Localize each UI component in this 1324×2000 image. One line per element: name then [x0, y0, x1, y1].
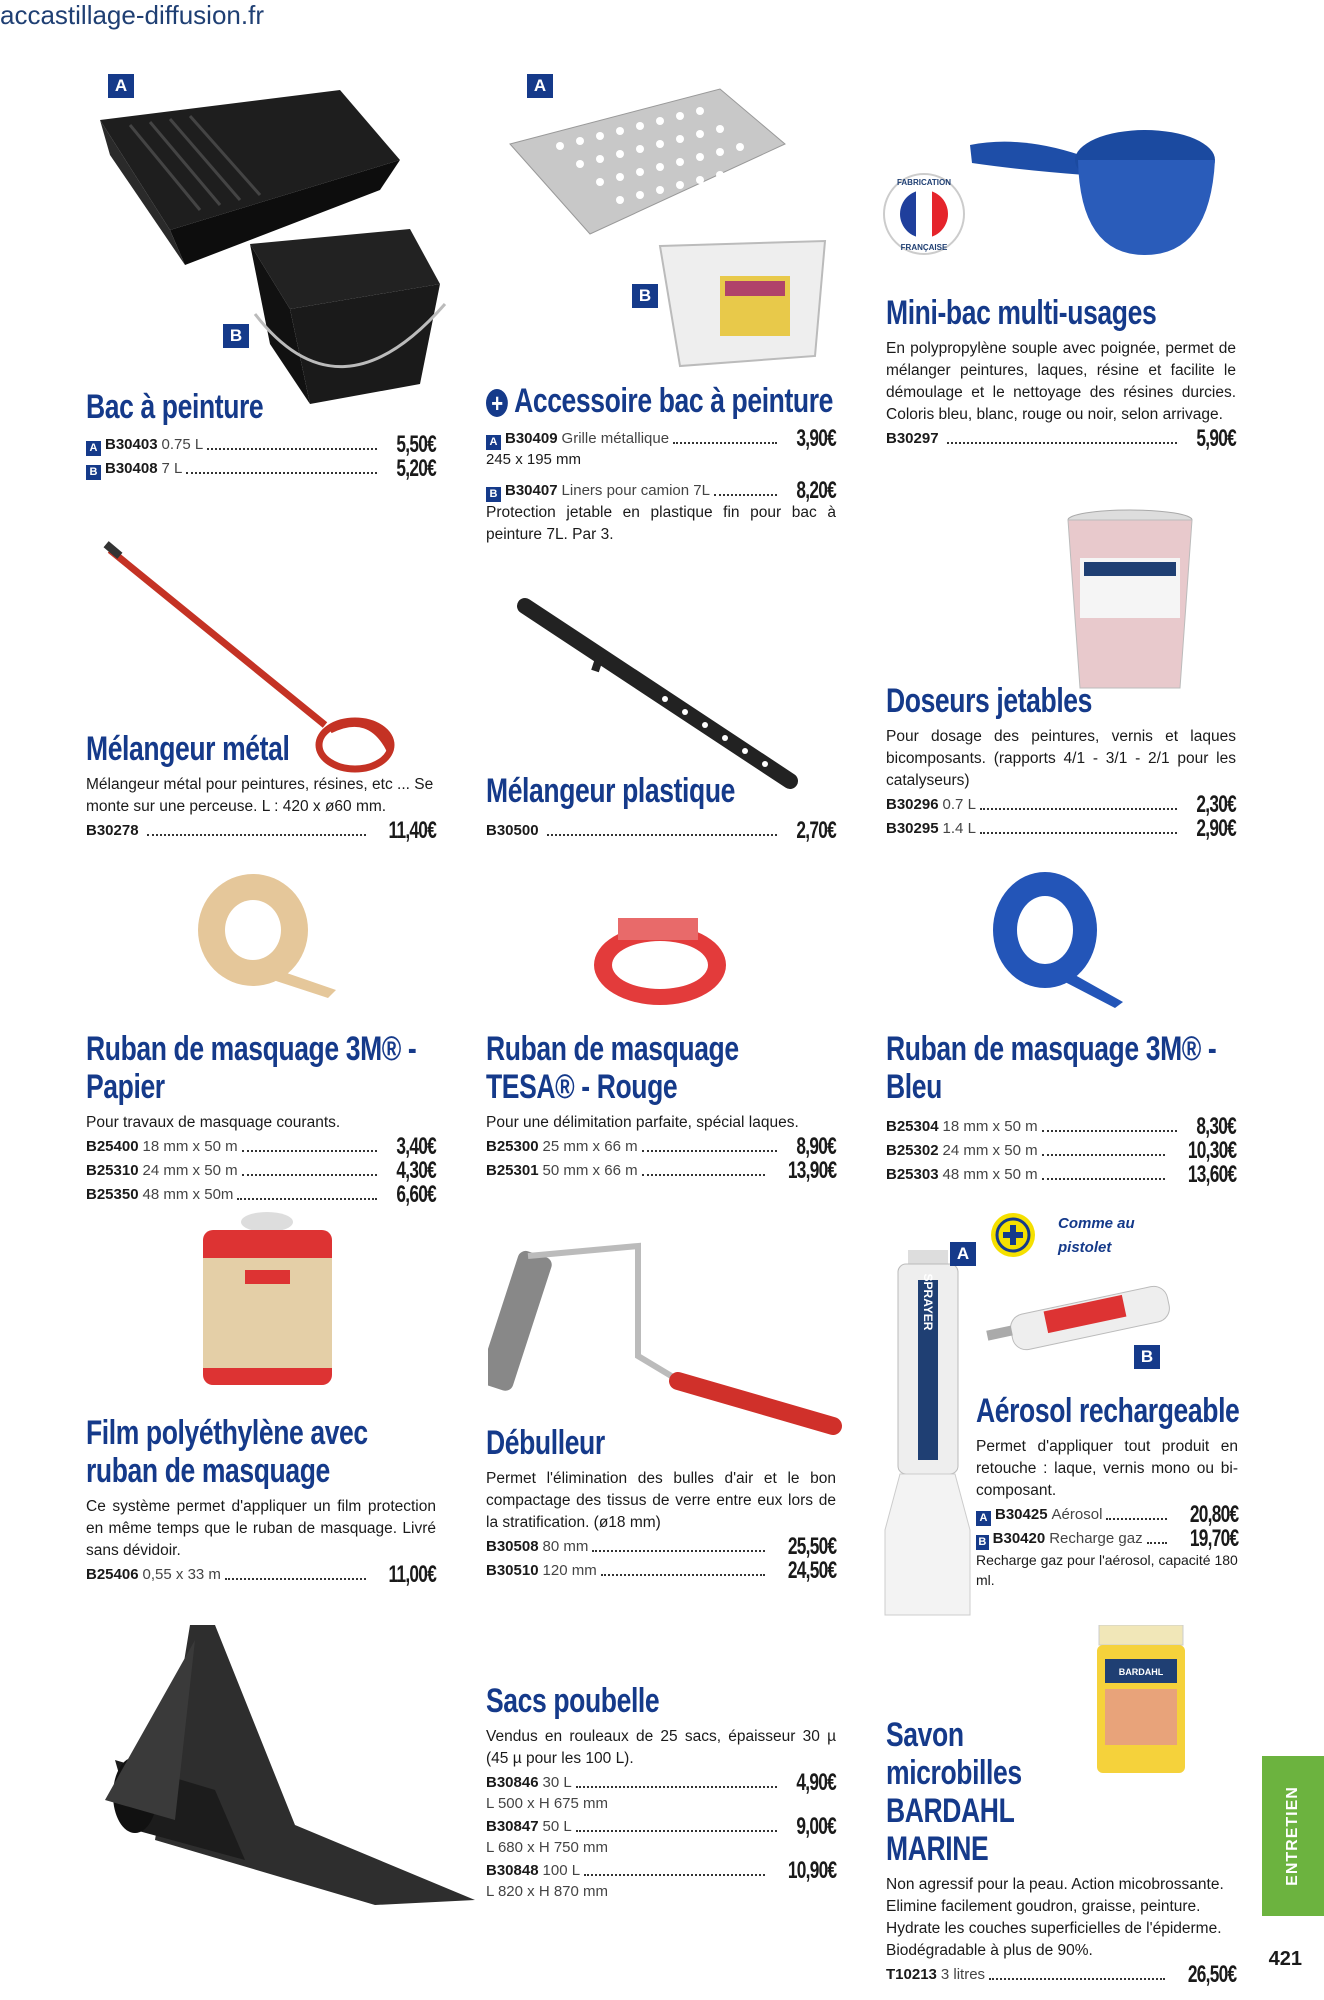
- product-note: L 820 x H 870 mm: [486, 1883, 608, 1900]
- product-ref: B30425: [995, 1506, 1048, 1523]
- product-row[interactable]: [886, 1161, 1236, 1188]
- product-row[interactable]: [86, 1181, 436, 1208]
- product-ref: B25302: [886, 1142, 939, 1159]
- savon-description: Non agressif pour la peau. Action micobrossante. Elimine facilement goudron, graisse, peinture. Hydrate les couches superficielles de l'épiderme. Biodégradable à plus de 90%.: [886, 1876, 1224, 1959]
- accessoire-section: [486, 382, 836, 546]
- label-a-aerosol: A: [950, 1242, 976, 1266]
- product-price: 10,90€: [787, 1857, 836, 1884]
- product-variant: 100 L: [542, 1862, 581, 1879]
- product-variant: 25 mm x 66 m: [542, 1138, 638, 1155]
- product-price: 8,20€: [796, 477, 836, 504]
- product-price: 3,40€: [396, 1133, 436, 1160]
- label-b-bucket: B: [223, 324, 249, 348]
- product-row[interactable]: [86, 431, 436, 458]
- product-price: 2,90€: [1196, 815, 1236, 842]
- product-price: 19,70€: [1189, 1525, 1238, 1552]
- product-price: 4,30€: [396, 1157, 436, 1184]
- ruban-papier-title: Ruban de masquage 3M® - Papier: [86, 1030, 417, 1106]
- debulleur-title: Débulleur: [486, 1424, 605, 1462]
- ruban-tesa-description: Pour une délimitation parfaite, spécial laques.: [486, 1114, 799, 1131]
- product-variant: 0.75 L: [161, 436, 204, 453]
- product-note: Recharge gaz pour l'aérosol, capacité 180 ml.: [976, 1552, 1238, 1588]
- product-variant: 80 mm: [542, 1538, 589, 1555]
- product-price: 10,30€: [1187, 1137, 1236, 1164]
- product-ref: B30508: [486, 1538, 539, 1555]
- product-price: 2,70€: [796, 817, 836, 844]
- product-ref: B25301: [486, 1162, 539, 1179]
- product-price: 26,50€: [1187, 1961, 1236, 1988]
- bac-section: [86, 388, 436, 480]
- product-price: 11,00€: [388, 1561, 436, 1588]
- product-price: 13,60€: [1187, 1161, 1236, 1188]
- metal-grid-image: [500, 84, 790, 244]
- product-price: 4,90€: [796, 1769, 836, 1796]
- product-variant: 3 litres: [940, 1966, 986, 1983]
- paint-bucket-image: [240, 224, 450, 414]
- badge-bottom-text: FRANÇAISE: [900, 243, 948, 252]
- product-variant: 48 mm x 50m: [142, 1186, 234, 1203]
- variant-b-badge: B: [976, 1535, 989, 1550]
- film-section: [86, 1414, 436, 1586]
- product-ref: B30409: [505, 430, 558, 447]
- product-price: 6,60€: [396, 1181, 436, 1208]
- debulleur-description: Permet l'élimination des bulles d'air et le bon compactage des tissus de verre entre eux lors de la stratification. (ø18 mm): [486, 1470, 836, 1531]
- label-b-liner: B: [632, 284, 658, 308]
- savon-title: Savon microbilles BARDAHL MARINE: [886, 1716, 1022, 1868]
- product-row[interactable]: [86, 817, 436, 844]
- product-variant: Aérosol: [1051, 1506, 1103, 1523]
- can-label-text: SPRAYER: [921, 1273, 935, 1331]
- mini-bac-image: [960, 115, 1220, 265]
- product-row[interactable]: [486, 477, 836, 504]
- product-price: 5,90€: [1196, 425, 1236, 452]
- product-note: 245 x 195 mm: [486, 451, 582, 468]
- variant-a-badge: A: [486, 435, 501, 450]
- product-price: 5,20€: [396, 455, 436, 482]
- product-row[interactable]: [486, 425, 836, 452]
- product-ref: B30848: [486, 1862, 539, 1879]
- product-row[interactable]: [486, 1533, 836, 1560]
- ruban-papier-description: Pour travaux de masquage courants.: [86, 1114, 341, 1131]
- minibac-section: [886, 294, 1236, 450]
- product-ref: B25400: [86, 1138, 139, 1155]
- bin-bags-image: [95, 1620, 495, 1910]
- product-row[interactable]: [486, 1133, 836, 1160]
- paper-tape-image: [188, 870, 338, 1000]
- product-ref: B25310: [86, 1162, 139, 1179]
- product-variant: Recharge gaz: [1049, 1530, 1143, 1547]
- variant-b-badge: B: [486, 487, 501, 502]
- debulleur-section: [486, 1424, 836, 1582]
- product-price: 25,50€: [787, 1533, 836, 1560]
- product-row[interactable]: [886, 791, 1236, 818]
- product-row[interactable]: [486, 1157, 836, 1184]
- product-ref: B30278: [86, 822, 139, 839]
- melangeur-plastique-title: Mélangeur plastique: [486, 772, 736, 810]
- sacs-description: Vendus en rouleaux de 25 sacs, épaisseur 30 µ (45 µ pour les 100 L).: [486, 1728, 836, 1767]
- callout-text: Comme au pistolet: [1058, 1215, 1135, 1256]
- roller-image: [488, 1236, 843, 1436]
- film-dispenser-image: [200, 1210, 335, 1395]
- site-url[interactable]: accastillage-diffusion.fr: [0, 0, 264, 30]
- label-b-gas: B: [1134, 1345, 1160, 1369]
- product-ref: B30297: [886, 430, 939, 447]
- french-manufacturing-badge: [882, 172, 966, 256]
- product-row[interactable]: [486, 1857, 836, 1884]
- product-price: 13,90€: [787, 1157, 836, 1184]
- product-ref: B30846: [486, 1774, 539, 1791]
- film-description: Ce système permet d'appliquer un film protection en même temps que le ruban de masquage. Livré sans dévidoir.: [86, 1498, 436, 1559]
- melangeur-metal-section: [86, 730, 436, 842]
- product-price: 8,90€: [796, 1133, 836, 1160]
- product-row[interactable]: [86, 1133, 436, 1160]
- product-variant: 120 mm: [542, 1562, 597, 1579]
- sacs-section: [486, 1682, 836, 1902]
- product-variant: Liners pour camion 7L: [561, 482, 710, 499]
- ruban-papier-section: [86, 1030, 436, 1206]
- product-row[interactable]: [886, 1961, 1236, 1988]
- product-ref: B30296: [886, 796, 939, 813]
- sacs-title: Sacs poubelle: [486, 1682, 660, 1720]
- product-variant: 0,55 x 33 m: [142, 1566, 221, 1583]
- product-note: L 500 x H 675 mm: [486, 1795, 608, 1812]
- product-ref: B30500: [486, 822, 539, 839]
- accessoire-title: + Accessoire bac à peinture: [486, 382, 837, 420]
- product-price: 3,90€: [796, 425, 836, 452]
- product-variant: 30 L: [542, 1774, 572, 1791]
- product-row[interactable]: [86, 1157, 436, 1184]
- product-ref: B30510: [486, 1562, 539, 1579]
- product-price: 20,80€: [1189, 1501, 1238, 1528]
- product-ref: B25350: [86, 1186, 139, 1203]
- product-row[interactable]: [976, 1525, 1238, 1552]
- product-row[interactable]: [86, 1561, 436, 1588]
- ruban-tesa-section: [486, 1030, 836, 1182]
- product-row[interactable]: [886, 1137, 1236, 1164]
- product-price: 8,30€: [1196, 1113, 1236, 1140]
- aerosol-title: Aérosol rechargeable: [976, 1392, 1240, 1430]
- product-ref: B30420: [992, 1530, 1046, 1547]
- product-note: Protection jetable en plastique fin pour bac à peinture 7L. Par 3.: [486, 504, 836, 543]
- product-ref: B25304: [886, 1118, 939, 1135]
- variant-b-badge: B: [86, 465, 101, 480]
- label-a-grid: A: [527, 74, 553, 98]
- red-tape-image: [590, 910, 730, 1010]
- product-ref: B25303: [886, 1166, 939, 1183]
- product-ref: B30295: [886, 820, 939, 837]
- product-variant: 7 L: [161, 460, 183, 477]
- minibac-title: Mini-bac multi-usages: [886, 294, 1157, 332]
- aerosol-section: [976, 1392, 1238, 1590]
- product-row[interactable]: [976, 1501, 1238, 1528]
- product-ref: B25300: [486, 1138, 539, 1155]
- jar-brand-text: BARDAHL: [1118, 1667, 1164, 1677]
- ruban-bleu-section: [886, 1030, 1236, 1186]
- product-variant: 48 mm x 50 m: [942, 1166, 1038, 1183]
- label-a-tray: A: [108, 74, 134, 98]
- product-variant: 24 mm x 50 m: [142, 1162, 238, 1179]
- page-number: 421: [1268, 1948, 1302, 1970]
- ruban-tesa-title: Ruban de masquage TESA® - Rouge: [486, 1030, 739, 1106]
- product-row[interactable]: [486, 817, 836, 844]
- product-ref: B30408: [105, 460, 158, 477]
- plus-icon: +: [486, 389, 508, 417]
- melangeur-metal-description: Mélangeur métal pour peintures, résines, etc ... Se monte sur une perceuse. L : 420 x ø60 mm.: [86, 776, 434, 815]
- doseurs-section: [886, 682, 1236, 840]
- product-ref: B30407: [505, 482, 558, 499]
- product-variant: 18 mm x 50 m: [942, 1118, 1038, 1135]
- product-variant: 0.7 L: [942, 796, 976, 813]
- melangeur-metal-title: Mélangeur métal: [86, 730, 290, 768]
- product-price: 24,50€: [787, 1557, 836, 1584]
- product-variant: 18 mm x 50 m: [142, 1138, 238, 1155]
- melangeur-plastique-section: [486, 772, 836, 842]
- product-variant: 50 mm x 66 m: [542, 1162, 638, 1179]
- doseurs-title: Doseurs jetables: [886, 682, 1093, 720]
- aerosol-can-image: [880, 1240, 975, 1625]
- product-row[interactable]: [86, 455, 436, 482]
- product-row[interactable]: [886, 1113, 1236, 1140]
- minibac-description: En polypropylène souple avec poignée, permet de mélanger peintures, laques, résine et facilite le démoulage et le nettoyage des résines durcies. Coloris bleu, blanc, rouge ou noir, selon arrivage.: [886, 340, 1236, 423]
- product-row[interactable]: [886, 425, 1236, 452]
- film-title: Film polyéthylène avec ruban de masquage: [86, 1414, 368, 1490]
- product-price: 11,40€: [388, 817, 436, 844]
- product-row[interactable]: [486, 1557, 836, 1584]
- blue-tape-image: [985, 870, 1125, 1010]
- liner-image: [655, 236, 835, 376]
- measuring-cup-image: [1060, 508, 1200, 698]
- bac-title: Bac à peinture: [86, 388, 264, 426]
- product-price: 5,50€: [396, 431, 436, 458]
- product-variant: 50 L: [542, 1818, 572, 1835]
- product-variant: 1.4 L: [942, 820, 976, 837]
- variant-a-badge: A: [86, 441, 101, 456]
- product-price: 2,30€: [1196, 791, 1236, 818]
- doseurs-description: Pour dosage des peintures, vernis et laques bicomposants. (rapports 4/1 - 3/1 - 2/1 pour les catalyseurs): [886, 728, 1236, 789]
- product-ref: B30847: [486, 1818, 539, 1835]
- product-variant: Grille métallique: [561, 430, 670, 447]
- product-ref: B30403: [105, 436, 158, 453]
- variant-a-badge: A: [976, 1511, 991, 1526]
- savon-section: [886, 1716, 1236, 1986]
- plus-callout-icon: [988, 1210, 1038, 1260]
- section-tab-label: ENTRETIEN: [1284, 1786, 1301, 1886]
- product-note: L 680 x H 750 mm: [486, 1839, 608, 1856]
- product-ref: B25406: [86, 1566, 139, 1583]
- product-variant: 24 mm x 50 m: [942, 1142, 1038, 1159]
- product-row[interactable]: [486, 1769, 836, 1796]
- plastic-mixer-image: [515, 596, 805, 796]
- product-ref: T10213: [886, 1966, 937, 1983]
- section-tab-entretien[interactable]: [1262, 1756, 1324, 1916]
- aerosol-description: Permet d'appliquer tout produit en retouche : laque, vernis mono ou bi-composant.: [976, 1438, 1238, 1499]
- product-row[interactable]: [486, 1813, 836, 1840]
- ruban-bleu-title: Ruban de masquage 3M® - Bleu: [886, 1030, 1217, 1106]
- product-row[interactable]: [886, 815, 1236, 842]
- badge-top-text: FABRICATION: [896, 178, 952, 187]
- product-price: 9,00€: [796, 1813, 836, 1840]
